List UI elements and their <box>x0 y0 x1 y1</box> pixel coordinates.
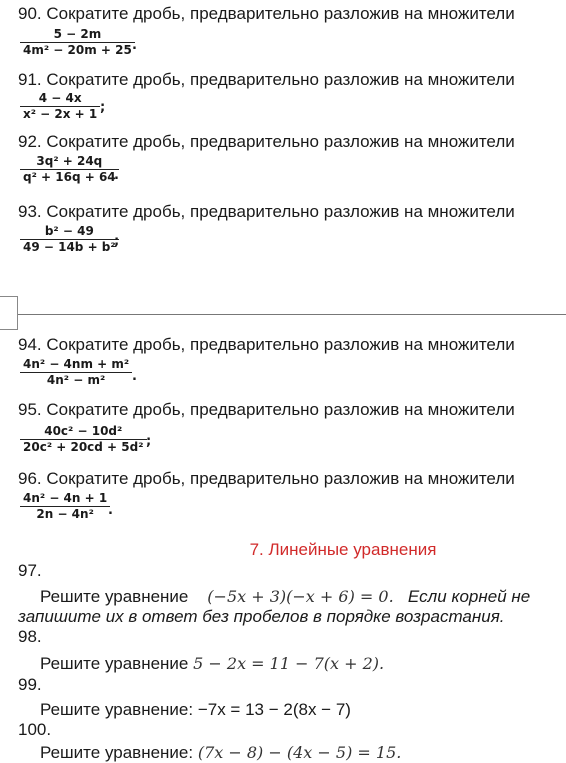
task-100-line: Решите уравнение: (7x − 8) − (4x − 5) = 15. <box>40 743 402 762</box>
fraction-95: 40c² − 10d² 20c² + 20cd + 5d² <box>20 424 147 455</box>
task-97-line2: запишите их в ответ без пробелов в порядке возрастания. <box>18 607 505 626</box>
fraction-91-tail: ; <box>100 100 106 115</box>
fraction-90-tail: . <box>132 38 137 53</box>
task-94-title: 94. Сократите дробь, предварительно разложив на множители <box>18 335 515 354</box>
fraction-92: 3q² + 24q q² + 16q + 64 <box>20 154 119 185</box>
fraction-93: b² − 49 49 − 14b + b² <box>20 224 119 255</box>
fraction-91: 4 − 4x x² − 2x + 1 <box>20 91 100 122</box>
fraction-94-tail: . <box>132 369 137 384</box>
fraction-92-tail: . <box>114 168 119 183</box>
task-99-number: 99. <box>18 675 42 694</box>
task-95-title: 95. Сократите дробь, предварительно разложив на множители <box>18 400 515 419</box>
fraction-96-tail: . <box>108 503 113 518</box>
fraction-96: 4n² − 4n + 1 2n − 4n² <box>20 491 110 522</box>
fraction-90: 5 − 2m 4m² − 20m + 25 <box>20 27 135 58</box>
task-92-title: 92. Сократите дробь, предварительно разложив на множители <box>18 132 515 151</box>
fraction-94: 4n² − 4nm + m² 4n² − m² <box>20 357 132 388</box>
task-98-number: 98. <box>18 627 42 646</box>
task-96-title: 96. Сократите дробь, предварительно разложив на множители <box>18 469 515 488</box>
page-edge-marker <box>0 296 18 330</box>
page-separator <box>0 314 566 315</box>
fraction-93-tail: ; <box>114 234 120 249</box>
task-97-line1: Решите уравнение (−5x + 3)(−x + 6) = 0. Если корней не <box>40 587 531 606</box>
task-91-title: 91. Сократите дробь, предварительно разложив на множители <box>18 70 515 89</box>
task-97-number: 97. <box>18 561 42 580</box>
task-90-header: 90. Сократите дробь, предварительно разложив на множители <box>18 4 515 23</box>
task-98-line: Решите уравнение 5 − 2x = 11 − 7(x + 2). <box>40 654 385 673</box>
task-93-title: 93. Сократите дробь, предварительно разложив на множители <box>18 202 515 221</box>
task-100-number: 100. <box>18 720 52 739</box>
fraction-95-tail: ; <box>146 434 152 449</box>
task-99-line: Решите уравнение: −7x = 13 − 2(8x − 7) <box>40 700 351 719</box>
section-title: 7. Линейные уравнения <box>249 540 437 559</box>
